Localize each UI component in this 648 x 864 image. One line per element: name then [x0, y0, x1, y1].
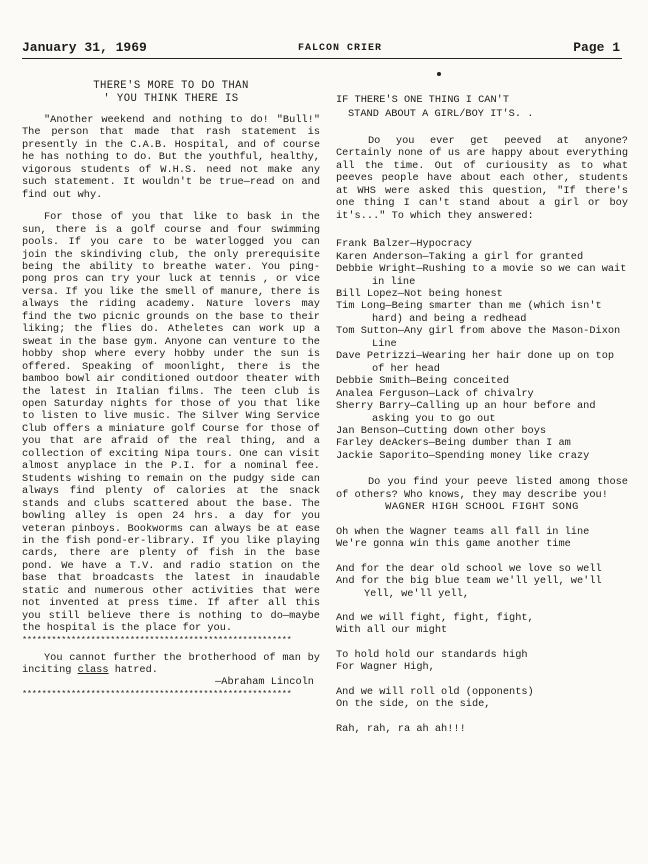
song-verse-4: [336, 649, 628, 674]
song-line: We're gonna win this game another time: [336, 538, 571, 551]
song-line: With all our might: [336, 624, 448, 637]
answer-item: Sherry Barry—Calling up an hour before and asking you to go out: [336, 400, 596, 425]
star-divider-bottom: *******************************************************: [22, 688, 292, 699]
answers-list: [336, 238, 628, 462]
quote-underlined-word: class: [77, 664, 109, 677]
star-divider-top: *******************************************************: [22, 634, 292, 645]
quote-end: hatred.: [114, 664, 158, 677]
song-verse-1: [336, 526, 628, 551]
song-line: For Wagner High,: [336, 661, 435, 674]
quote-text: You cannot further the brotherhood of man by inciting: [22, 651, 320, 677]
song-verse-6: [336, 723, 628, 735]
song-line: To hold hold our standards high: [336, 648, 528, 661]
answer-item: Jackie Saporito—Spending money like crazy: [336, 449, 590, 462]
right-article-intro: Do you ever get peeved at anyone? Certainly none of us are happy about everything all the time. Out of curiousity as to what peeves people have about each other, students at WHS were asked this question, "If there's one thing I can't stand about a girl or boy it's..." To which they answered:: [336, 135, 628, 222]
song-line: And we will fight, fight, fight,: [336, 611, 534, 624]
left-column: [22, 80, 320, 700]
right-article-outro: Do you find your peeve listed among those of others? Who knows, they may describe you!: [336, 476, 628, 501]
right-article-title-1: IF THERE'S ONE THING I CAN'T: [336, 94, 510, 106]
song-line: And for the dear old school we love so well: [336, 562, 602, 575]
song-line: And for the big blue team we'll yell, we'll: [336, 575, 602, 588]
header-rule: [22, 58, 622, 59]
answer-item: Dave Petrizzi—Wearing her hair done up on top of her head: [336, 350, 615, 375]
quote-author: —Abraham Lincoln: [215, 676, 314, 689]
song-verse-2: [336, 563, 628, 600]
answer-item: Tim Long—Being smarter than me (which isn't hard) and being a redhead: [336, 300, 602, 325]
issue-date: January 31, 1969: [22, 40, 147, 55]
answer-item: Frank Balzer—Hypocracy: [336, 238, 472, 251]
answer-item: Karen Anderson—Taking a girl for granted: [336, 250, 584, 263]
left-article-title-2: ' YOU THINK THERE IS: [103, 93, 239, 105]
ink-dot: [437, 72, 441, 76]
answer-item: Analea Ferguson—Lack of chivalry: [336, 387, 534, 400]
publication-name: FALCON CRIER: [298, 43, 383, 54]
right-article-title-2: STAND ABOUT A GIRL/BOY IT'S. .: [348, 107, 534, 120]
left-article-paragraph-2: For those of you that like to bask in the sun, there is a golf course and four swimming pools. If you care to be waterlogged you can join the skindiving club, the only prerequisite being the ability to breathe water. You ping-pong pros can try your luck at tennis , or vice versa. If you like the smell of manure, there is always the riding academy. Nature lovers may find the two picnic grounds on the base to their liking; the flies do. Atheletes can work up a sweat in the base gym. Anyone can venture to the hobby shop where every hobby under the sun is offered. Speaking of moonlight, there is the bamboo bowl air conditioned outdoor theater with the latest in Italian films. The teen club is open Saturday nights for those of you that like to listen to live music. The Silver Wing Service Club offers a miniature golf Course for those of you that are afraid of the real thing, and a collection of exciting Nipa tours. One can visit almost anyplace in the P.I. for a nominal fee. Students wishing to remain on the pudgy side can always find plenty of calories at the snack stands and clubs scattered about the base. The bowling alley is open 24 hrs. a day for you veteran pinboys. Bookworms can always be at ease in the fish pond-er-library. If you like playing cards, there are plenty of fish in the base pond. We have a T.V. and radio station on the base that broadcasts the latest in inaudable static and numerous other activities that were not invented at press time. If after all this you still believe there is nothing to do—maybe the hospital is the place for you.: [22, 211, 320, 635]
song-line: Rah, rah, ra ah ah!!!: [336, 722, 466, 735]
answer-item: Tom Sutton—Any girl from above the Mason-Dixon Line: [336, 325, 621, 350]
lincoln-quote: [22, 652, 320, 677]
left-article-paragraph-1: "Another weekend and nothing to do! "Bull!" The person that made that rash statement is presently in the C.A.B. Hospital, and of course he has nothing to do. But the youthful, healthy, vigorous students of W.H.S. need not make any such statement. It wouldn't be true—read on and find out why.: [22, 114, 320, 201]
answer-item: Debbie Wright—Rushing to a movie so we can wait in line: [336, 263, 627, 288]
song-line: Yell, we'll yell,: [364, 587, 470, 600]
page-header: [22, 40, 620, 58]
left-article-title-1: THERE'S MORE TO DO THAN: [93, 80, 249, 92]
song-line: Oh when the Wagner teams all fall in line: [336, 525, 590, 538]
song-verse-5: [336, 686, 628, 711]
answer-item: Debbie Smith—Being conceited: [336, 375, 510, 388]
song-line: On the side, on the side,: [336, 698, 491, 711]
right-column: [336, 94, 628, 735]
answer-item: Farley deAckers—Being dumber than I am: [336, 437, 571, 450]
fight-song-title: WAGNER HIGH SCHOOL FIGHT SONG: [385, 501, 579, 514]
song-line: And we will roll old (opponents): [336, 685, 534, 698]
page-number: Page 1: [573, 40, 620, 55]
answer-item: Jan Benson—Cutting down other boys: [336, 424, 547, 437]
song-verse-3: [336, 612, 628, 637]
answer-item: Bill Lopez—Not being honest: [336, 287, 503, 300]
